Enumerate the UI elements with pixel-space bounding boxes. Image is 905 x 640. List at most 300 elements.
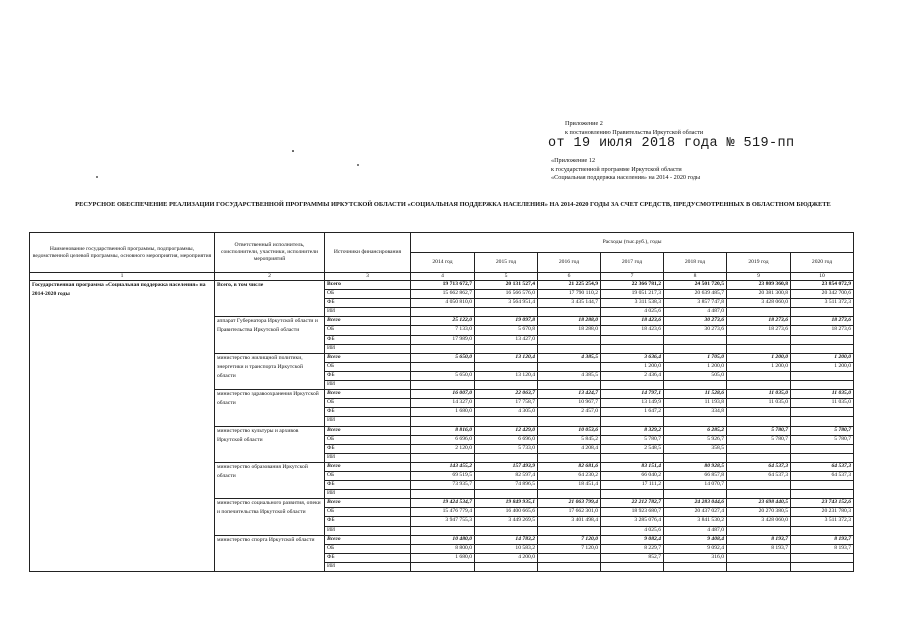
funding-source-cell: ФБ (325, 481, 411, 490)
program-name-cell: Государственная программа «Социальная поддержка населения» на 2014-2020 годы (30, 281, 215, 572)
amount-cell (727, 308, 791, 317)
funding-source-cell: ИИ (325, 490, 411, 499)
amount-cell (664, 344, 727, 353)
amount-cell (601, 490, 664, 499)
amount-cell: 66 857,8 (664, 471, 727, 480)
amount-cell: 157 493,9 (475, 462, 538, 471)
funding-source-cell: ОБ (325, 326, 411, 335)
amount-cell: 8 193,7 (791, 535, 854, 544)
amount-cell: 30 273,6 (664, 317, 727, 326)
amount-cell (791, 490, 854, 499)
amount-cell: 19 849 935,1 (475, 499, 538, 508)
amount-cell: 4 487,0 (664, 308, 727, 317)
amount-cell: 21 225 254,9 (538, 281, 601, 290)
amount-cell: 334,8 (664, 408, 727, 417)
year-header: 2014 год (411, 253, 475, 273)
amount-cell (664, 490, 727, 499)
funding-source-cell: ИИ (325, 417, 411, 426)
amount-cell: 3 947 755,3 (411, 517, 475, 526)
amount-cell: 6 285,2 (664, 426, 727, 435)
amount-cell: 3 285 076,4 (601, 517, 664, 526)
amount-cell: 20 342 700,6 (791, 290, 854, 299)
amount-cell: 1 200,0 (791, 362, 854, 371)
amount-cell: 64 230,2 (538, 471, 601, 480)
amount-cell (791, 444, 854, 453)
amount-cell: 5 650,0 (411, 353, 475, 362)
amount-cell: 20 381 300,8 (727, 290, 791, 299)
amount-cell: 73 935,7 (411, 481, 475, 490)
amount-cell: 25 122,0 (411, 317, 475, 326)
amount-cell (727, 371, 791, 380)
amount-cell: 8 329,2 (601, 426, 664, 435)
amount-cell (791, 417, 854, 426)
amount-cell: 18 288,0 (538, 326, 601, 335)
amount-cell (791, 371, 854, 380)
amount-cell: 5 780,7 (791, 426, 854, 435)
funding-source-cell: Всего (325, 426, 411, 435)
funding-source-cell: ФБ (325, 299, 411, 308)
amount-cell: 17 790 110,2 (538, 290, 601, 299)
amount-cell: 8 193,7 (727, 544, 791, 553)
amount-cell: 18 273,6 (727, 317, 791, 326)
resolution-date-stamp: от 19 июля 2018 года № 519-пп (548, 136, 795, 151)
amount-cell: 5 780,7 (727, 435, 791, 444)
amount-cell: 12 429,0 (475, 426, 538, 435)
amount-cell: 1 705,0 (664, 353, 727, 362)
appendix-header (565, 120, 703, 137)
amount-cell: 11 035,0 (791, 399, 854, 408)
amount-cell: 20 231 780,3 (791, 508, 854, 517)
amount-cell: 1 200,0 (791, 353, 854, 362)
amount-cell: 8 816,0 (411, 426, 475, 435)
amount-cell (791, 344, 854, 353)
amount-cell (664, 453, 727, 462)
amount-cell: 6 696,0 (475, 435, 538, 444)
amount-cell: 2 120,0 (411, 444, 475, 453)
amount-cell: 3 841 530,2 (664, 517, 727, 526)
amount-cell: 4 385,5 (538, 371, 601, 380)
amount-cell (601, 417, 664, 426)
amount-cell: 22 212 782,7 (601, 499, 664, 508)
amount-cell (538, 417, 601, 426)
amount-cell: 18 273,6 (791, 317, 854, 326)
executor-cell: министерство спорта Иркутской области (215, 535, 325, 571)
amount-cell: 20 639 485,7 (664, 290, 727, 299)
amount-cell: 13 120,4 (475, 353, 538, 362)
amount-cell: 17 662 301,0 (538, 508, 601, 517)
amount-cell (791, 481, 854, 490)
amount-cell (791, 562, 854, 571)
executor-cell: Всего, в том числе (215, 281, 325, 317)
scan-speck (292, 150, 294, 152)
amount-cell: 18 423,6 (601, 326, 664, 335)
amount-cell: 8 193,7 (791, 544, 854, 553)
amount-cell: 4 208,4 (538, 444, 601, 453)
amount-cell (475, 526, 538, 535)
amount-cell: 23 854 072,9 (791, 281, 854, 290)
col-executor-header: Ответственный исполнитель, соисполнители, участники, исполнители мероприятий (215, 233, 325, 273)
amount-cell: 14 783,2 (475, 535, 538, 544)
amount-cell: 4 385,5 (538, 353, 601, 362)
amount-cell: 9 092,4 (664, 544, 727, 553)
funding-source-cell: Всего (325, 353, 411, 362)
funding-source-cell: ИИ (325, 453, 411, 462)
amount-cell (727, 453, 791, 462)
amount-cell (411, 417, 475, 426)
column-number: 5 (475, 273, 538, 281)
amount-cell (727, 381, 791, 390)
resource-table (29, 232, 854, 572)
funding-source-cell: Всего (325, 499, 411, 508)
amount-cell: 3 564 951,4 (475, 299, 538, 308)
amount-cell: 64 537,3 (791, 462, 854, 471)
amount-cell: 3 401 498,4 (538, 517, 601, 526)
amount-cell: 74 896,5 (475, 481, 538, 490)
funding-source-cell: ОБ (325, 508, 411, 517)
amount-cell: 4 305,0 (475, 408, 538, 417)
program-appendix-ref: к государственной программе Иркутской области (551, 165, 682, 173)
year-header: 2017 год (601, 253, 664, 273)
amount-cell: 505,0 (664, 371, 727, 380)
amount-cell: 10 053,6 (538, 426, 601, 435)
amount-cell: 1 680,0 (411, 408, 475, 417)
amount-cell: 852,7 (601, 553, 664, 562)
amount-cell: 8 800,0 (411, 544, 475, 553)
column-number: 8 (664, 273, 727, 281)
executor-cell: аппарат Губернатора Иркутской области и Правительства Иркутской области (215, 317, 325, 353)
column-number: 6 (538, 273, 601, 281)
amount-cell: 16 566 576,0 (475, 290, 538, 299)
table-row (30, 281, 854, 290)
amount-cell (601, 335, 664, 344)
amount-cell: 18 273,6 (727, 326, 791, 335)
column-number: 3 (325, 273, 411, 281)
amount-cell: 13 427,0 (475, 335, 538, 344)
funding-source-cell: ОБ (325, 290, 411, 299)
amount-cell (538, 308, 601, 317)
amount-cell (727, 417, 791, 426)
amount-cell (791, 335, 854, 344)
amount-cell: 3 428 060,0 (727, 299, 791, 308)
amount-cell: 20 270 380,5 (727, 508, 791, 517)
amount-cell: 316,0 (664, 553, 727, 562)
amount-cell (475, 490, 538, 499)
amount-cell: 358,5 (664, 444, 727, 453)
amount-cell (727, 562, 791, 571)
amount-cell (538, 453, 601, 462)
amount-cell (727, 526, 791, 535)
amount-cell: 20 131 527,4 (475, 281, 538, 290)
funding-source-cell: ФБ (325, 444, 411, 453)
executor-cell: министерство культуры и архивов Иркутской области (215, 426, 325, 462)
amount-cell: 1 680,0 (411, 553, 475, 562)
amount-cell: 64 537,3 (791, 471, 854, 480)
funding-source-cell: ФБ (325, 371, 411, 380)
amount-cell (411, 381, 475, 390)
amount-cell (411, 490, 475, 499)
amount-cell: 3 428 060,0 (727, 517, 791, 526)
amount-cell: 24 501 720,5 (664, 281, 727, 290)
amount-cell: 2 548,5 (601, 444, 664, 453)
column-number: 9 (727, 273, 791, 281)
amount-cell: 3 511 372,3 (791, 299, 854, 308)
amount-cell: 30 273,6 (664, 326, 727, 335)
amount-cell (411, 308, 475, 317)
amount-cell: 143 455,2 (411, 462, 475, 471)
amount-cell: 7 120,0 (538, 535, 601, 544)
amount-cell (411, 453, 475, 462)
funding-source-cell: Всего (325, 390, 411, 399)
amount-cell: 21 063 799,4 (538, 499, 601, 508)
appendix-resolution: к постановлению Правительства Иркутской области (565, 128, 704, 136)
amount-cell: 11 035,0 (791, 390, 854, 399)
funding-source-cell: ИИ (325, 344, 411, 353)
amount-cell: 16 400 665,6 (475, 508, 538, 517)
amount-cell (727, 444, 791, 453)
amount-cell (791, 453, 854, 462)
amount-cell (664, 381, 727, 390)
amount-cell: 5 780,7 (601, 435, 664, 444)
amount-cell: 5 650,0 (411, 371, 475, 380)
amount-cell: 4 487,0 (664, 526, 727, 535)
amount-cell: 13 149,9 (601, 399, 664, 408)
funding-source-cell: Всего (325, 317, 411, 326)
amount-cell: 3 511 372,3 (791, 517, 854, 526)
executor-cell: министерство здравоохранения Иркутской области (215, 390, 325, 426)
amount-cell: 5 733,0 (475, 444, 538, 453)
amount-cell: 6 696,0 (411, 435, 475, 444)
amount-cell: 3 449 269,5 (475, 517, 538, 526)
funding-source-cell: ИИ (325, 381, 411, 390)
funding-source-cell: ОБ (325, 471, 411, 480)
amount-cell: 4 025,6 (601, 308, 664, 317)
amount-cell: 69 519,5 (411, 471, 475, 480)
amount-cell (664, 417, 727, 426)
funding-source-cell: ИИ (325, 526, 411, 535)
amount-cell: 1 200,0 (727, 353, 791, 362)
column-number: 4 (411, 273, 475, 281)
amount-cell: 24 283 044,6 (664, 499, 727, 508)
amount-cell: 4 050 810,0 (411, 299, 475, 308)
amount-cell: 9 082,4 (601, 535, 664, 544)
amount-cell: 18 423,6 (601, 317, 664, 326)
amount-cell (727, 490, 791, 499)
scan-speck (357, 164, 359, 166)
amount-cell: 11 035,0 (727, 390, 791, 399)
amount-cell (664, 335, 727, 344)
year-header: 2018 год (664, 253, 727, 273)
amount-cell (475, 362, 538, 371)
amount-cell: 14 797,1 (601, 390, 664, 399)
amount-cell: 15 662 862,7 (411, 290, 475, 299)
funding-source-cell: ОБ (325, 362, 411, 371)
amount-cell: 8 193,7 (727, 535, 791, 544)
amount-cell: 10 583,2 (475, 544, 538, 553)
amount-cell: 18 923 680,7 (601, 508, 664, 517)
amount-cell: 7 133,0 (411, 326, 475, 335)
year-header: 2015 год (475, 253, 538, 273)
amount-cell (538, 562, 601, 571)
amount-cell: 1 200,0 (727, 362, 791, 371)
amount-cell (538, 526, 601, 535)
funding-source-cell: ОБ (325, 435, 411, 444)
amount-cell: 18 451,4 (538, 481, 601, 490)
document-title: РЕСУРСНОЕ ОБЕСПЕЧЕНИЕ РЕАЛИЗАЦИИ ГОСУДАРСТВЕННОЙ ПРОГРАММЫ ИРКУТСКОЙ ОБЛАСТИ «СОЦИАЛЬНАЯ ПОДДЕРЖКА НАСЕЛЕНИЯ» НА 2014-2020 ГОДЫ ЗА СЧЕТ СРЕДСТВ, ПРЕДУСМОТРЕННЫХ В ОБЛАСТНОМ БЮДЖЕТЕ (75, 201, 831, 208)
amount-cell: 19 097,8 (475, 317, 538, 326)
amount-cell: 2 457,0 (538, 408, 601, 417)
amount-cell (727, 553, 791, 562)
col-source-header: Источники финансирования (325, 233, 411, 273)
amount-cell: 1 200,0 (664, 362, 727, 371)
amount-cell: 18 273,6 (791, 326, 854, 335)
program-appendix-name: «Социальная поддержка населения» на 2014 - 2020 годы (551, 174, 701, 182)
amount-cell: 3 636,4 (601, 353, 664, 362)
year-header: 2020 год (791, 253, 854, 273)
amount-cell: 11 193,8 (664, 399, 727, 408)
amount-cell (475, 417, 538, 426)
amount-cell (475, 381, 538, 390)
amount-cell (538, 490, 601, 499)
amount-cell (538, 381, 601, 390)
amount-cell: 17 758,7 (475, 399, 538, 408)
scan-speck (96, 176, 98, 178)
amount-cell: 82 681,6 (538, 462, 601, 471)
amount-cell: 19 424 534,7 (411, 499, 475, 508)
amount-cell (475, 344, 538, 353)
year-header: 2016 год (538, 253, 601, 273)
column-number: 1 (30, 273, 215, 281)
column-number: 10 (791, 273, 854, 281)
amount-cell (601, 381, 664, 390)
amount-cell (727, 335, 791, 344)
amount-cell: 19 713 672,7 (411, 281, 475, 290)
amount-cell: 23 698 440,5 (727, 499, 791, 508)
amount-cell (538, 553, 601, 562)
column-number: 2 (215, 273, 325, 281)
amount-cell (727, 481, 791, 490)
funding-source-cell: ФБ (325, 408, 411, 417)
amount-cell (538, 344, 601, 353)
amount-cell: 1 647,2 (601, 408, 664, 417)
amount-cell (411, 562, 475, 571)
funding-source-cell: Всего (325, 281, 411, 290)
executor-cell: министерство жилищной политики, энергетики и транспорта Иркутской области (215, 353, 325, 389)
amount-cell: 5 670,8 (475, 326, 538, 335)
amount-cell: 11 035,0 (727, 399, 791, 408)
amount-cell (538, 362, 601, 371)
amount-cell: 83 151,4 (601, 462, 664, 471)
amount-cell: 9 408,4 (664, 535, 727, 544)
amount-cell (538, 335, 601, 344)
amount-cell: 1 200,0 (601, 362, 664, 371)
amount-cell: 3 311 538,3 (601, 299, 664, 308)
amount-cell: 13 120,4 (475, 371, 538, 380)
amount-cell: 18 288,0 (538, 317, 601, 326)
amount-cell: 80 928,5 (664, 462, 727, 471)
amount-cell: 13 424,7 (538, 390, 601, 399)
funding-source-cell: ОБ (325, 544, 411, 553)
amount-cell (727, 344, 791, 353)
amount-cell: 82 597,4 (475, 471, 538, 480)
amount-cell (411, 362, 475, 371)
amount-cell (727, 408, 791, 417)
amount-cell: 3 857 747,8 (664, 299, 727, 308)
amount-cell: 66 040,2 (601, 471, 664, 480)
amount-cell (601, 344, 664, 353)
funding-source-cell: Всего (325, 462, 411, 471)
amount-cell (791, 526, 854, 535)
program-appendix-title: «Приложение 12 (551, 157, 596, 164)
amount-cell: 14 070,7 (664, 481, 727, 490)
amount-cell: 5 926,7 (664, 435, 727, 444)
funding-source-cell: ИИ (325, 308, 411, 317)
amount-cell: 64 537,3 (727, 462, 791, 471)
amount-cell (791, 381, 854, 390)
executor-cell: министерство образования Иркутской области (215, 462, 325, 498)
amount-cell: 22 063,7 (475, 390, 538, 399)
amount-cell: 4 025,6 (601, 526, 664, 535)
appendix-title: Приложение 2 (565, 120, 603, 127)
amount-cell: 20 437 027,4 (664, 508, 727, 517)
amount-cell: 7 120,0 (538, 544, 601, 553)
amount-cell (601, 562, 664, 571)
amount-cell: 17 989,0 (411, 335, 475, 344)
amount-cell: 11 528,6 (664, 390, 727, 399)
amount-cell: 5 780,7 (727, 426, 791, 435)
amount-cell: 5 780,7 (791, 435, 854, 444)
amount-cell: 15 476 779,4 (411, 508, 475, 517)
amount-cell (664, 562, 727, 571)
amount-cell: 22 366 781,2 (601, 281, 664, 290)
amount-cell: 23 809 360,8 (727, 281, 791, 290)
amount-cell: 2 436,4 (601, 371, 664, 380)
amount-cell (475, 562, 538, 571)
funding-source-cell: ИИ (325, 562, 411, 571)
amount-cell: 16 007,0 (411, 390, 475, 399)
funding-source-cell: ФБ (325, 517, 411, 526)
amount-cell: 14 327,0 (411, 399, 475, 408)
amount-cell (791, 408, 854, 417)
amount-cell: 64 537,3 (727, 471, 791, 480)
program-appendix-header (551, 157, 700, 183)
amount-cell: 19 051 217,3 (601, 290, 664, 299)
amount-cell (791, 308, 854, 317)
year-header: 2019 год (727, 253, 791, 273)
amount-cell (475, 453, 538, 462)
amount-cell: 8 229,7 (601, 544, 664, 553)
amount-cell: 17 111,2 (601, 481, 664, 490)
amount-cell: 23 743 152,6 (791, 499, 854, 508)
amount-cell: 10 480,0 (411, 535, 475, 544)
amount-cell: 4 200,0 (475, 553, 538, 562)
expenses-header: Расходы (тыс.руб.), годы (411, 233, 854, 253)
funding-source-cell: ФБ (325, 335, 411, 344)
amount-cell (601, 453, 664, 462)
amount-cell: 10 967,7 (538, 399, 601, 408)
amount-cell (411, 344, 475, 353)
executor-cell: министерство социального развития, опеки и попечительства Иркутской области (215, 499, 325, 535)
amount-cell (475, 308, 538, 317)
funding-source-cell: ОБ (325, 399, 411, 408)
col-name-header: Наименование государственной программы, подпрограммы, ведомственной целевой программы, основного мероприятия, мероприятия (30, 233, 215, 273)
amount-cell (411, 526, 475, 535)
funding-source-cell: ФБ (325, 553, 411, 562)
amount-cell: 5 845,2 (538, 435, 601, 444)
amount-cell: 3 435 144,7 (538, 299, 601, 308)
amount-cell (791, 553, 854, 562)
funding-source-cell: Всего (325, 535, 411, 544)
column-number: 7 (601, 273, 664, 281)
